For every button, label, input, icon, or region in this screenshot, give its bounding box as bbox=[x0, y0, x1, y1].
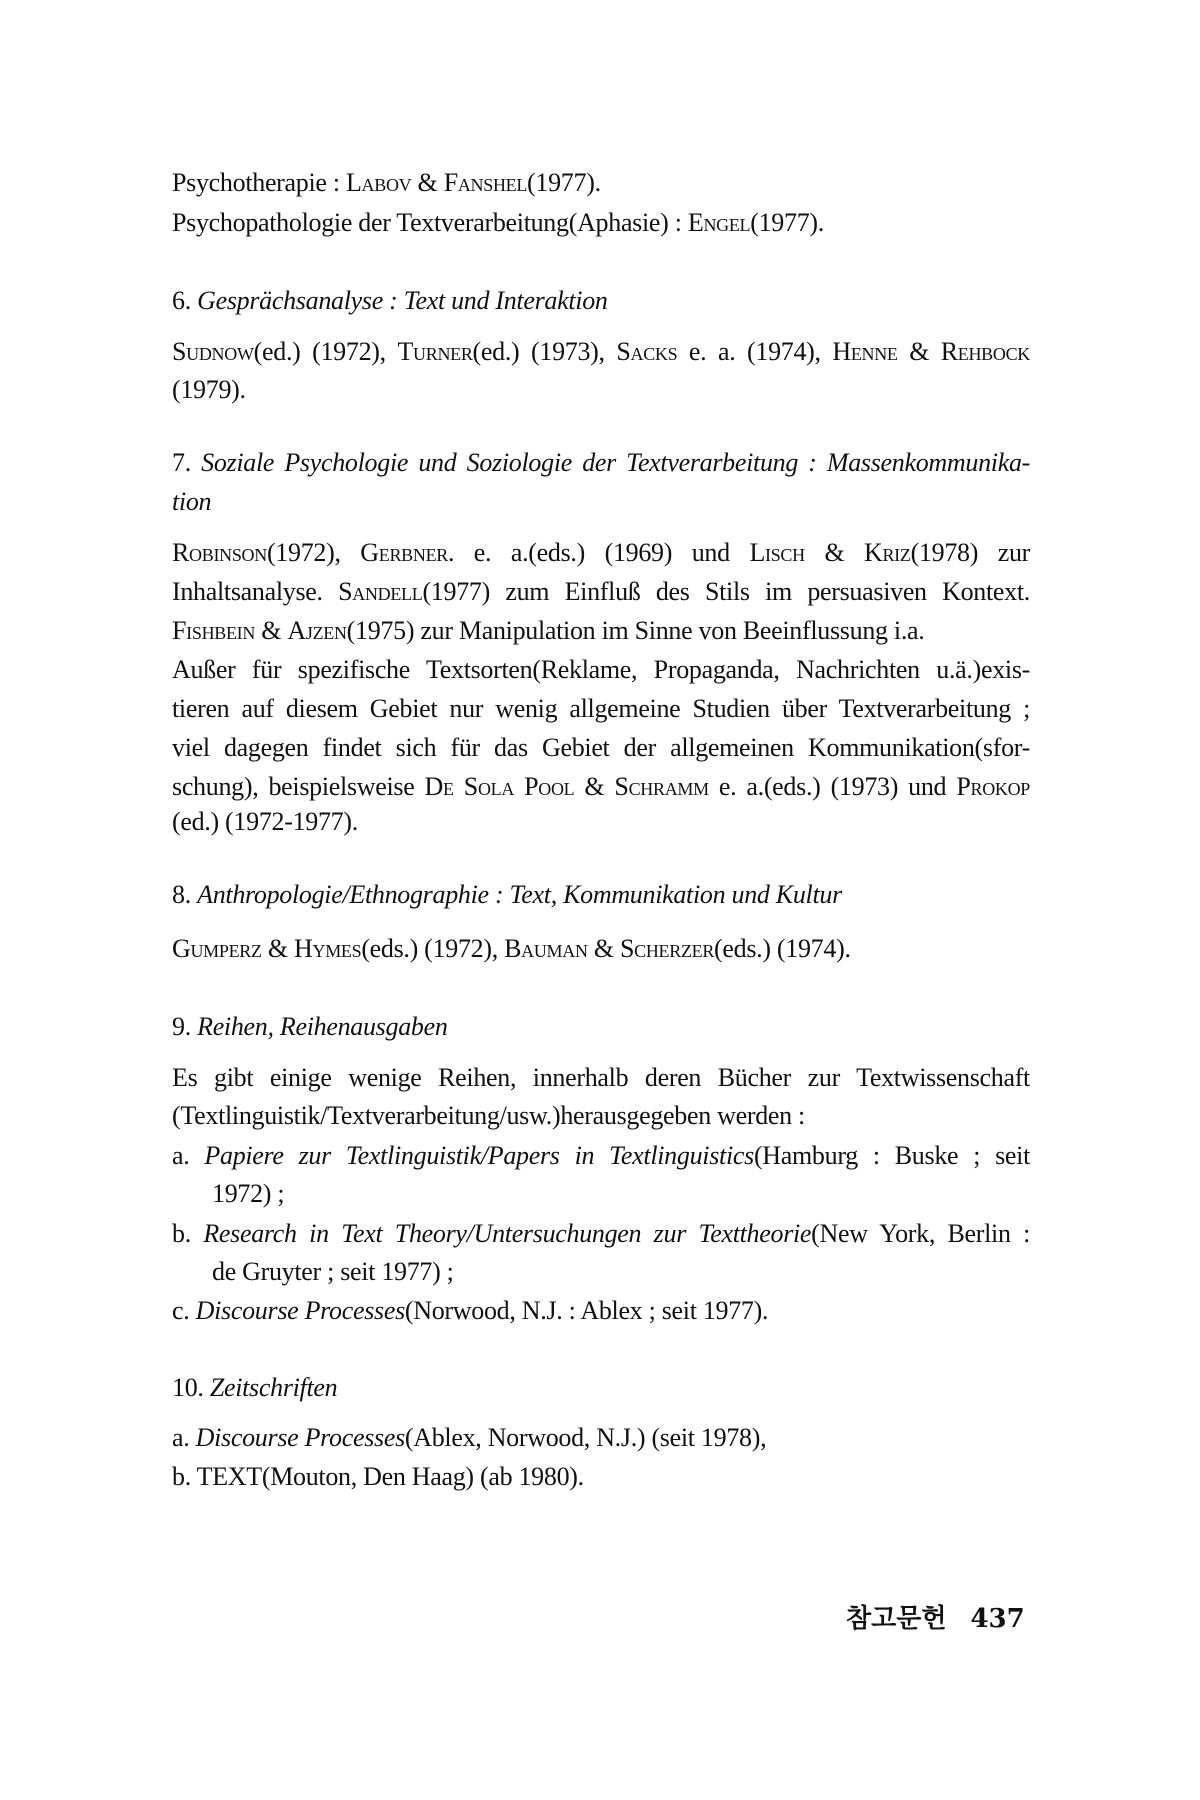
italic-title: Discourse Processes bbox=[195, 1423, 405, 1452]
text-run: . e. a.(eds.) (1969) und bbox=[447, 538, 750, 567]
text-run: (New York, Berlin : bbox=[811, 1219, 1030, 1248]
author-name: Turner bbox=[397, 337, 473, 366]
text-run: 8. bbox=[172, 880, 198, 909]
text-run: 9. bbox=[172, 1012, 198, 1041]
text-run: e. a.(eds.) (1973) und bbox=[708, 772, 957, 801]
section-heading-9 bbox=[172, 1007, 1030, 1047]
text-run: (Textlinguistik/Textverarbeitung/usw.)herausgegeben werden : bbox=[172, 1101, 805, 1130]
text-run: (1972), bbox=[266, 538, 361, 567]
text-run: (ed.) (1972-1977). bbox=[172, 807, 358, 836]
text-run: & bbox=[261, 934, 295, 963]
author-name: Engel bbox=[687, 208, 751, 237]
author-name: Fanshel bbox=[443, 168, 528, 197]
text-line bbox=[172, 689, 1030, 729]
text-line bbox=[172, 572, 1030, 612]
text-line bbox=[172, 533, 1030, 573]
text-run: Es gibt einige wenige Reihen, innerhalb deren Bücher zur Textwissenschaft bbox=[172, 1063, 1030, 1092]
text-run: viel dagegen findet sich für das Gebiet der allgemeinen Kommunikation(sfor- bbox=[172, 733, 1030, 762]
author-name: De Sola Pool bbox=[424, 772, 575, 801]
text-line bbox=[172, 611, 1030, 651]
italic-title: Reihen, Reihenausgaben bbox=[197, 1012, 448, 1041]
text-line bbox=[172, 929, 1030, 969]
author-name: Hymes bbox=[294, 934, 362, 963]
author-name: Lisch bbox=[749, 538, 805, 567]
list-item bbox=[172, 1457, 1030, 1497]
author-name: Gumperz bbox=[172, 934, 262, 963]
section-heading-10 bbox=[172, 1368, 1030, 1408]
text-line bbox=[172, 802, 1030, 842]
section-heading-7-cont bbox=[172, 482, 1030, 522]
author-name: Sacks bbox=[616, 337, 678, 366]
list-item bbox=[172, 1291, 1030, 1331]
author-name: Ajzen bbox=[287, 616, 347, 645]
text-run: Außer für spezifische Textsorten(Reklame, Propaganda, Nachrichten u.ä.)exis- bbox=[172, 655, 1030, 684]
list-item-cont bbox=[212, 1174, 1070, 1214]
author-name: Rehbock bbox=[940, 337, 1030, 366]
footer-section-title: 참고문헌 bbox=[846, 1604, 947, 1634]
text-run: (ed.) (1972), bbox=[253, 337, 398, 366]
text-run: 6. bbox=[172, 286, 198, 315]
text-line bbox=[172, 332, 1030, 372]
text-run: (1979). bbox=[172, 375, 246, 404]
author-name: Bauman bbox=[504, 934, 588, 963]
text-run: & bbox=[255, 616, 288, 645]
text-run: schung), beispielsweise bbox=[172, 772, 425, 801]
section-heading-8 bbox=[172, 875, 1030, 915]
text-run: (1977). bbox=[527, 168, 601, 197]
text-run: & bbox=[897, 337, 941, 366]
text-run: Inhaltsanalyse. bbox=[172, 577, 339, 606]
italic-title: Anthropologie/Ethnographie : Text, Kommunikation und Kultur bbox=[197, 880, 842, 909]
text-line bbox=[172, 163, 1030, 203]
text-run: (eds.) (1972), bbox=[361, 934, 505, 963]
text-run: & bbox=[587, 934, 620, 963]
author-name: Scherzer bbox=[619, 934, 715, 963]
text-line bbox=[172, 650, 1030, 690]
page-footer bbox=[846, 1598, 1025, 1635]
text-run: Psychotherapie : bbox=[172, 168, 346, 197]
author-name: Fishbein bbox=[172, 616, 256, 645]
text-run: (1975) zur Manipulation im Sinne von Beeinflussung i.a. bbox=[346, 616, 925, 645]
italic-title: Papiere zur Textlinguistik/Papers in Textlinguistics bbox=[204, 1141, 754, 1170]
text-line bbox=[172, 728, 1030, 768]
page-number: 437 bbox=[970, 1604, 1025, 1634]
text-line bbox=[172, 1058, 1030, 1098]
italic-title: Research in Text Theory/Untersuchungen zur Texttheorie bbox=[203, 1219, 812, 1248]
text-run: (Ablex, Norwood, N.J.) (seit 1978), bbox=[404, 1423, 767, 1452]
text-line bbox=[172, 1096, 1030, 1136]
italic-title: tion bbox=[172, 487, 212, 516]
author-name: Gerbner bbox=[360, 538, 448, 567]
list-item bbox=[172, 1214, 1030, 1254]
text-run: a. bbox=[172, 1423, 196, 1452]
author-name: Labov bbox=[345, 168, 412, 197]
list-item bbox=[172, 1136, 1030, 1176]
list-item-cont bbox=[212, 1252, 1070, 1292]
text-run: 1972) ; bbox=[212, 1179, 285, 1208]
author-name: Sandell bbox=[338, 577, 423, 606]
author-name: Schramm bbox=[614, 772, 709, 801]
text-run: 10. bbox=[172, 1373, 210, 1402]
italic-title: Discourse Processes bbox=[195, 1296, 405, 1325]
text-run: (1978) zur bbox=[910, 538, 1031, 567]
author-name: Prokop bbox=[956, 772, 1031, 801]
author-name: Sudnow bbox=[172, 337, 254, 366]
text-run: 7. bbox=[172, 448, 202, 477]
text-line bbox=[172, 767, 1030, 807]
text-run: tieren auf diesem Gebiet nur wenig allgemeine Studien über Textverarbeitung ; bbox=[172, 694, 1030, 723]
text-run: Psychopathologie der Textverarbeitung(Aphasie) : bbox=[172, 208, 688, 237]
text-run: a. bbox=[172, 1141, 205, 1170]
text-line bbox=[172, 203, 1030, 243]
text-run: b. TEXT(Mouton, Den Haag) (ab 1980). bbox=[172, 1462, 584, 1491]
text-line bbox=[172, 370, 1030, 410]
italic-title: Soziale Psychologie und Soziologie der Textverarbeitung : Massenkommunika- bbox=[201, 448, 1030, 477]
italic-title: Zeitschriften bbox=[209, 1373, 338, 1402]
list-item bbox=[172, 1418, 1030, 1458]
text-run: de Gruyter ; seit 1977) ; bbox=[212, 1257, 454, 1286]
author-name: Henne bbox=[832, 337, 898, 366]
text-run: (eds.) (1974). bbox=[714, 934, 851, 963]
text-run: (Norwood, N.J. : Ablex ; seit 1977). bbox=[404, 1296, 769, 1325]
text-run: (Hamburg : Buske ; seit bbox=[753, 1141, 1030, 1170]
text-run: b. bbox=[172, 1219, 204, 1248]
section-heading-6 bbox=[172, 281, 1030, 321]
author-name: Kriz bbox=[864, 538, 911, 567]
text-run: c. bbox=[172, 1296, 196, 1325]
text-run: & bbox=[411, 168, 444, 197]
text-run: & bbox=[804, 538, 864, 567]
author-name: Robinson bbox=[172, 538, 267, 567]
text-run: (1977). bbox=[750, 208, 824, 237]
text-run: (1977) zum Einfluß des Stils im persuasiven Kontext. bbox=[422, 577, 1030, 606]
italic-title: Gesprächsanalyse : Text und Interaktion bbox=[197, 286, 608, 315]
text-run: (ed.) (1973), bbox=[472, 337, 617, 366]
text-run: & bbox=[574, 772, 615, 801]
section-heading-7 bbox=[172, 443, 1030, 483]
text-run: e. a. (1974), bbox=[677, 337, 833, 366]
